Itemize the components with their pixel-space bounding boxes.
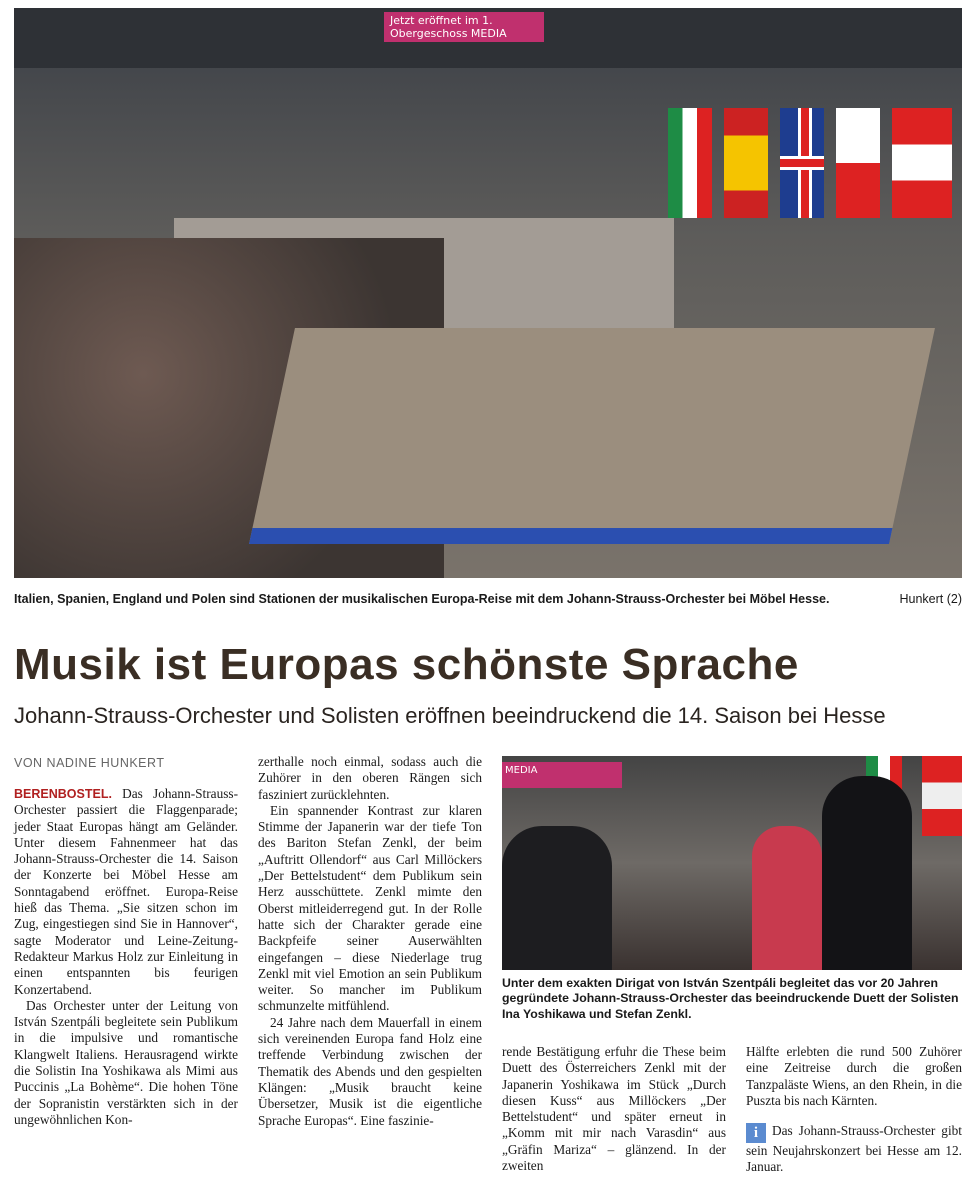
italy-flag — [668, 108, 712, 218]
austria-flag — [892, 108, 952, 218]
uk-flag — [780, 108, 824, 218]
duet-photo — [502, 756, 962, 970]
paragraph: Ein spannender Kontrast zur klaren Stimme der Japanerin war der tiefe Ton des Bariton Stefan Zenkl, der beim „Auftritt Ollendorf“ aus Carl Millöckers „Der Bettelstudent“ dem Publikum sein Herz ausschüttete. Zenkl mimte den Oberst mitleiderregend gut. In der Rolle hatte sich der Charakter gerade eine Backpfeife seiner Auserwählten eingefangen – diese Niederlage trug Zenkl mit viel Emotion an sein Publikum weiter. So mancher im Publikum schmunzelte mitfühlend. — [258, 802, 482, 1014]
soprano-figure — [752, 826, 822, 970]
dateline: BERENBOSTEL. — [14, 787, 112, 801]
spain-flag — [724, 108, 768, 218]
flag-row — [668, 108, 952, 218]
baritone-figure — [822, 776, 912, 970]
byline: VON NADINE HUNKERT — [14, 756, 165, 770]
austria-flag — [922, 756, 962, 836]
paragraph: Hälfte erlebten die rund 500 Zuhörer eine Zeitreise durch die großen Tanzpaläste Wiens, an den Rhein, in die Puszta bis nach Kärnten. — [746, 1044, 962, 1108]
poland-flag — [836, 108, 880, 218]
paragraph — [14, 786, 238, 998]
photo-caption: Italien, Spanien, England und Polen sind Stationen der musikalischen Europa-Reise mit dem Johann-Strauss-Orchester bei Möbel Hesse. — [14, 592, 830, 606]
article-column-2 — [258, 754, 482, 1129]
photo-caption-row — [14, 592, 962, 612]
article-column-4 — [746, 1044, 962, 1176]
photo-credit: Hunkert (2) — [899, 592, 962, 606]
article-column-3 — [502, 1044, 726, 1174]
headline: Musik ist Europas schönste Sprache — [14, 640, 799, 689]
paragraph: rende Bestätigung erfuhr die These beim Duett des Österreichers Zenkl mit der Japanerin Yoshikawa im Stück „Durch diesen Kuss“ aus Millöckers „Der Bettelstudent“ und später erneut in „Komm mit mir nach Varasdin“ aus „Gräfin Mariza“ – glänzend. In der zweiten — [502, 1044, 726, 1174]
subheadline: Johann-Strauss-Orchester und Solisten eröffnen beeindruckend die 14. Saison bei Hesse — [14, 703, 886, 728]
orchestra-stage — [249, 328, 935, 544]
media-banner: Jetzt eröffnet im 1. Obergeschoss MEDIA — [384, 12, 544, 42]
info-text: Das Johann-Strauss-Orchester gibt sein Neujahrskonzert bei Hesse am 12. Januar. — [746, 1123, 962, 1175]
paragraph: zerthalle noch einmal, sodass auch die Zuhörer in den oberen Rängen sich fasziniert zurücklehnten. — [258, 754, 482, 802]
paragraph: 24 Jahre nach dem Mauerfall in einem sich vereinenden Europa fand Holz eine treffende Verbindung zwischen der Thematik des Abends und den gespielten Klängen: „Musik braucht keine Übersetzer, Musik ist die eigentliche Sprache Europas“. Eine faszinie- — [258, 1014, 482, 1128]
paragraph: Das Orchester unter der Leitung von István Szentpáli begleitete sein Publikum in die impulsive und romantische Klangwelt Italiens. Herausragend wirkte die Solistin Ina Yoshikawa als Mimi aus Puccinis „La Bohème“. Die hohen Töne der Sopranistin verstärkten sich in der ungewöhnlichen Kon- — [14, 997, 238, 1127]
duet-photo-caption: Unter dem exakten Dirigat von István Szentpáli begleitet das vor 20 Jahren gegründete Johann-Strauss-Orchester das beeindruckende Duett der Solisten Ina Yoshikawa und Stefan Zenkl. — [502, 976, 959, 1021]
media-banner: MEDIA — [502, 762, 622, 788]
info-box — [746, 1123, 962, 1176]
conductor-figure — [502, 826, 612, 970]
paragraph-text: Das Johann-Strauss-Orchester passiert die Flaggenparade; jeder Staat Europas hängt am Geländer. Unter diesem Fahnenmeer hat das Johann-Strauss-Orchester die 14. Saison der Konzerte bei Möbel Hesse am Sonntagabend eröffnet. Europa-Reise hieß das Thema. „Sie sitzen schon im Zug, eingestiegen sind Sie in Hannover“, sagte Moderator und Leine-Zeitung-Redakteur Markus Holz zur Einleitung in einen entspannten bis feurigen Konzertabend. — [14, 786, 238, 997]
article-column-1 — [14, 786, 238, 1128]
info-icon: i — [746, 1123, 766, 1143]
concert-photo — [14, 8, 962, 578]
